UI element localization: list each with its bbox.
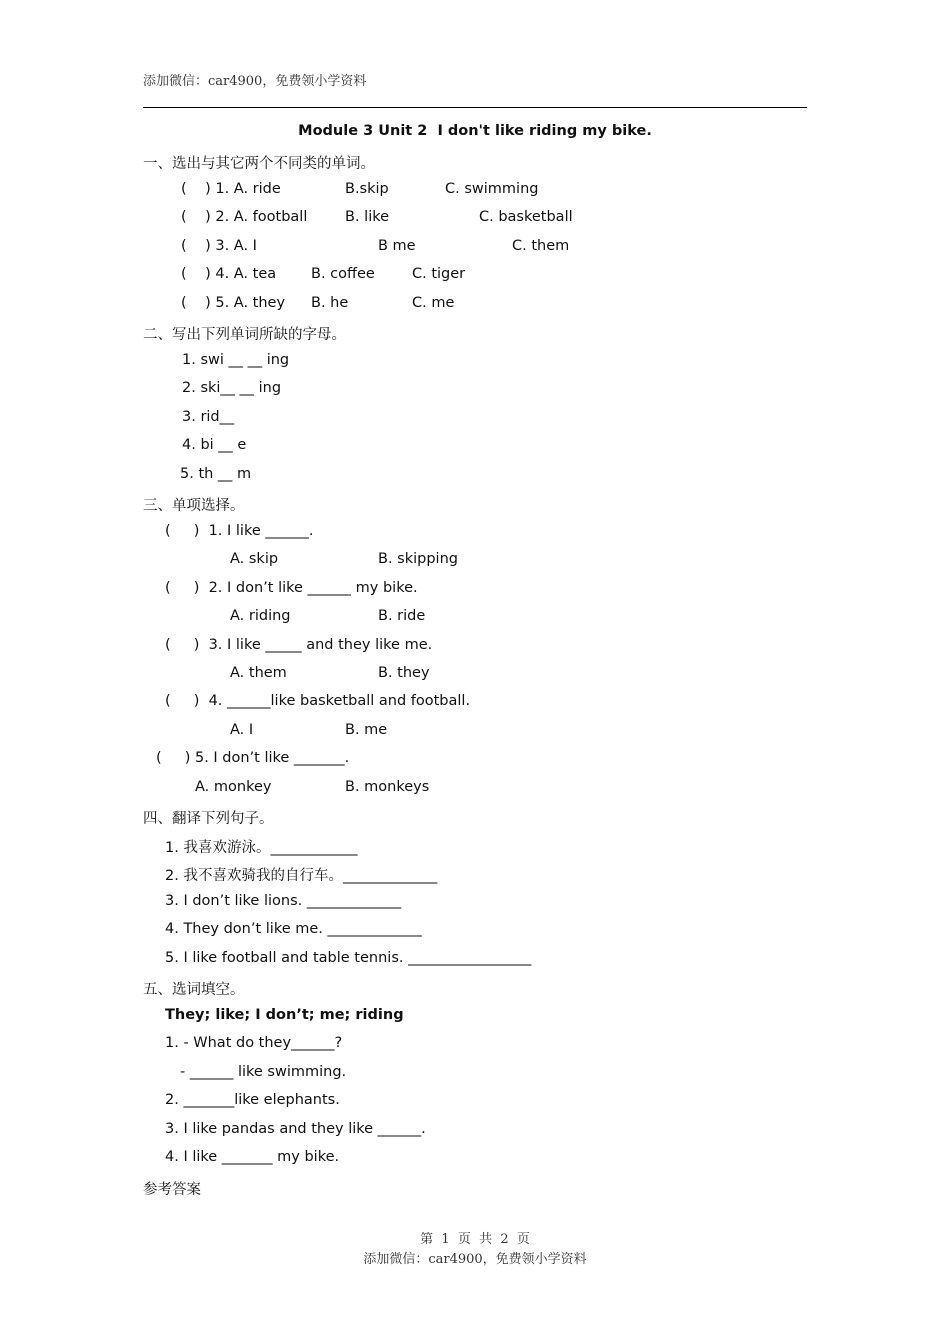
s5-item-1: 1. - What do they______? (165, 1035, 343, 1051)
s3-q2-a: A. riding (230, 608, 291, 624)
s1-q3-a: ( ) 3. A. I (181, 238, 257, 254)
s5-item-1-reply: - ______ like swimming. (180, 1064, 347, 1080)
s2-item-4: 4. bi __ e (182, 437, 247, 453)
s1-q2-c: C. basketball (479, 209, 573, 225)
s5-item-2: 2. _______like elephants. (165, 1092, 340, 1108)
s2-item-1: 1. swi __ __ ing (182, 352, 290, 368)
s3-q5-b: B. monkeys (345, 779, 430, 795)
s3-q5-a: A. monkey (195, 779, 272, 795)
section4-heading: 四、翻译下列句子。 (143, 811, 274, 827)
s4-item-1: 1. 我喜欢游泳。____________ (165, 840, 358, 856)
s2-item-2: 2. ski__ __ ing (182, 380, 282, 396)
s1-q5-b: B. he (311, 295, 349, 311)
s1-q4-c: C. tiger (412, 266, 466, 282)
section3-heading: 三、单项选择。 (143, 498, 245, 514)
s1-q1-b: B.skip (345, 181, 389, 197)
s1-q3-c: C. them (512, 238, 570, 254)
s4-item-2: 2. 我不喜欢骑我的自行车。_____________ (165, 868, 438, 884)
s3-q3-a: A. them (230, 665, 287, 681)
s3-q4-b: B. me (345, 722, 388, 738)
s3-q1-a: A. skip (230, 551, 279, 567)
footer-text: 添加微信：car4900，免费领小学资料 (363, 1252, 587, 1267)
s4-item-5: 5. I like football and table tennis. _________________ (165, 950, 532, 966)
s2-item-5: 5. th __ m (180, 466, 252, 482)
s3-q4: ( ) 4. ______like basketball and football. (165, 693, 471, 709)
s3-q3-b: B. they (378, 665, 430, 681)
s1-q4-a: ( ) 4. A. tea (181, 266, 277, 282)
s3-q5: ( ) 5. I don’t like _______. (156, 750, 350, 766)
s5-wordbank: They; like; I don’t; me; riding (165, 1007, 404, 1023)
s1-q5-a: ( ) 5. A. they (181, 295, 286, 311)
s1-q5-c: C. me (412, 295, 455, 311)
answers-heading: 参考答案 (143, 1182, 201, 1198)
s3-q3: ( ) 3. I like _____ and they like me. (165, 637, 433, 653)
s1-q4-b: B. coffee (311, 266, 375, 282)
s3-q2: ( ) 2. I don’t like ______ my bike. (165, 580, 418, 596)
header-divider (143, 107, 807, 108)
page-number: 第 1 页 共 2 页 (420, 1232, 530, 1247)
section1-heading: 一、选出与其它两个不同类的单词。 (143, 156, 375, 172)
section2-heading: 二、写出下列单词所缺的字母。 (143, 327, 346, 343)
s1-q3-b: B me (378, 238, 416, 254)
s1-q1-c: C. swimming (445, 181, 539, 197)
s5-item-4: 4. I like _______ my bike. (165, 1149, 340, 1165)
header-text: 添加微信：car4900，免费领小学资料 (143, 74, 367, 89)
s4-item-4: 4. They don’t like me. _____________ (165, 921, 422, 937)
s1-q1-a: ( ) 1. A. ride (181, 181, 281, 197)
page-title: Module 3 Unit 2 I don't like riding my bike. (298, 123, 652, 139)
s1-q2-b: B. like (345, 209, 390, 225)
s3-q2-b: B. ride (378, 608, 426, 624)
s3-q4-a: A. I (230, 722, 254, 738)
s4-item-3: 3. I don’t like lions. _____________ (165, 893, 402, 909)
s1-q2-a: ( ) 2. A. football (181, 209, 308, 225)
s5-item-3: 3. I like pandas and they like ______. (165, 1121, 426, 1137)
section5-heading: 五、选词填空。 (143, 982, 245, 998)
s3-q1-b: B. skipping (378, 551, 458, 567)
s2-item-3: 3. rid__ (182, 409, 235, 425)
s3-q1: ( ) 1. I like ______. (165, 523, 314, 539)
